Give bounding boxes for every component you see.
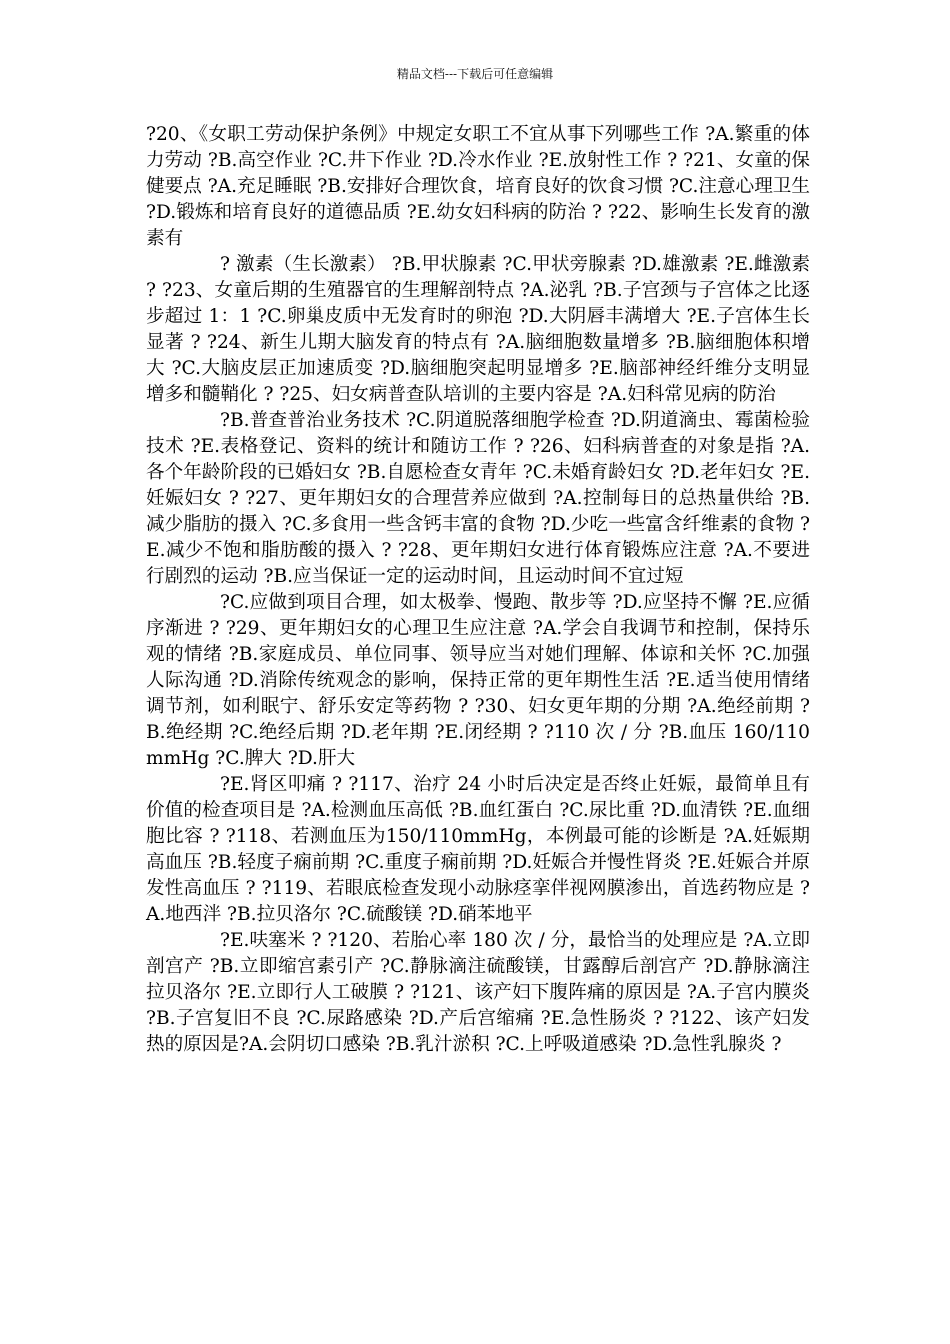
paragraph-2: ? 激素（生长激素） ?B.甲状腺素 ?C.甲状旁腺素 ?D.雄激素 ?E.雌激素 ? ?23、女童后期的生殖器官的生理解剖特点 ?A.泌乳 ?B.子宫颈与子宫体之比逐步超过 1：1 ?C.卵巢皮质中无发育时的卵泡 ?D.大阴唇丰满增大 ?E.子宫体生长显著 ? ?24、新生儿期大脑发育的特点有 ?A.脑细胞数量增多 ?B.脑细胞体积增大 ?C.大脑皮层正加速质变 ?D.脑细胞突起明显增多 ?E.脑部神经纤维分支明显增多和髓鞘化 ? ?25、妇女病普查队培训的主要内容是 ?A.妇科常见病的防治 [146,254,810,405]
paragraph-4: ?C.应做到项目合理，如太极拳、慢跑、散步等 ?D.应坚持不懈 ?E.应循序渐进 ? ?29、更年期妇女的心理卫生应注意 ?A.学会自我调节和控制，保持乐观的情绪 ?B.家庭成员、单位同事、领导应当对她们理解、体谅和关怀 ?C.加强人际沟通 ?D.消除传统观念的影响，保持正常的更年期性生活 ?E.适当使用情绪调节剂，如利眠宁、舒乐安定等药物 ? ?30、妇女更年期的分期 ?A.绝经前期 ?B.绝经期 ?C.绝经后期 ?D.老年期 ?E.闭经期 ? ?110 次 / 分 ?B.血压 160/110mmHg ?C.脾大 ?D.肝大 [146,592,810,769]
paragraph-6: ?E.呋塞米 ? ?120、若胎心率 180 次 / 分，最恰当的处理应是 ?A.立即剖宫产 ?B.立即缩宫素引产 ?C.静脉滴注硫酸镁，甘露醇后剖宫产 ?D.静脉滴注拉贝洛尔 ?E.立即行人工破膜 ? ?121、该产妇下腹阵痛的原因是 ?A.子宫内膜炎 ?B.子宫复旧不良 ?C.尿路感染 ?D.产后宫缩痛 ?E.急性肠炎 ? ?122、该产妇发热的原因是?A.会阴切口感染 ?B.乳汁淤积 ?C.上呼吸道感染 ?D.急性乳腺炎 ? [146,930,810,1055]
page-header: 精品文档---下载后可任意编辑 [396,67,554,81]
paragraph-5: ?E.肾区叩痛 ? ?117、治疗 24 小时后决定是否终止妊娠，最简单且有价值的检查项目是 ?A.检测血压高低 ?B.血红蛋白 ?C.尿比重 ?D.血清铁 ?E.血细胞比容 ? ?118、若测血压为150/110mmHg，本例最可能的诊断是 ?A.妊娠期高血压 ?B.轻度子痫前期 ?C.重度子痫前期 ?D.妊娠合并慢性肾炎 ?E.妊娠合并原发性高血压 ? ?119、若眼底检查发现小动脉痉挛伴视网膜渗出，首选药物应是 ?A.地西泮 ?B.拉贝洛尔 ?C.硫酸镁 ?D.硝苯地平 [146,774,810,925]
document-body [146,122,810,1058]
paragraph-3: ?B.普查普治业务技术 ?C.阴道脱落细胞学检查 ?D.阴道滴虫、霉菌检验技术 ?E.表格登记、资料的统计和随访工作 ? ?26、妇科病普查的对象是指 ?A.各个年龄阶段的已婚妇女 ?B.自愿检查女青年 ?C.未婚育龄妇女 ?D.老年妇女 ?E.妊娠妇女 ? ?27、更年期妇女的合理营养应做到 ?A.控制每日的总热量供给 ?B.减少脂肪的摄入 ?C.多食用一些含钙丰富的食物 ?D.少吃一些富含纤维素的食物 ?E.减少不饱和脂肪酸的摄入 ? ?28、更年期妇女进行体育锻炼应注意 ?A.不要进行剧烈的运动 ?B.应当保证一定的运动时间，且运动时间不宜过短 [146,410,810,587]
paragraph-1: ?20、《女职工劳动保护条例》中规定女职工不宜从事下列哪些工作 ?A.繁重的体力劳动 ?B.高空作业 ?C.井下作业 ?D.冷水作业 ?E.放射性工作 ? ?21、女童的保健要点 ?A.充足睡眠 ?B.安排好合理饮食，培育良好的饮食习惯 ?C.注意心理卫生 ?D.锻炼和培育良好的道德品质 ?E.幼女妇科病的防治 ? ?22、影响生长发育的激素有 [146,124,810,249]
